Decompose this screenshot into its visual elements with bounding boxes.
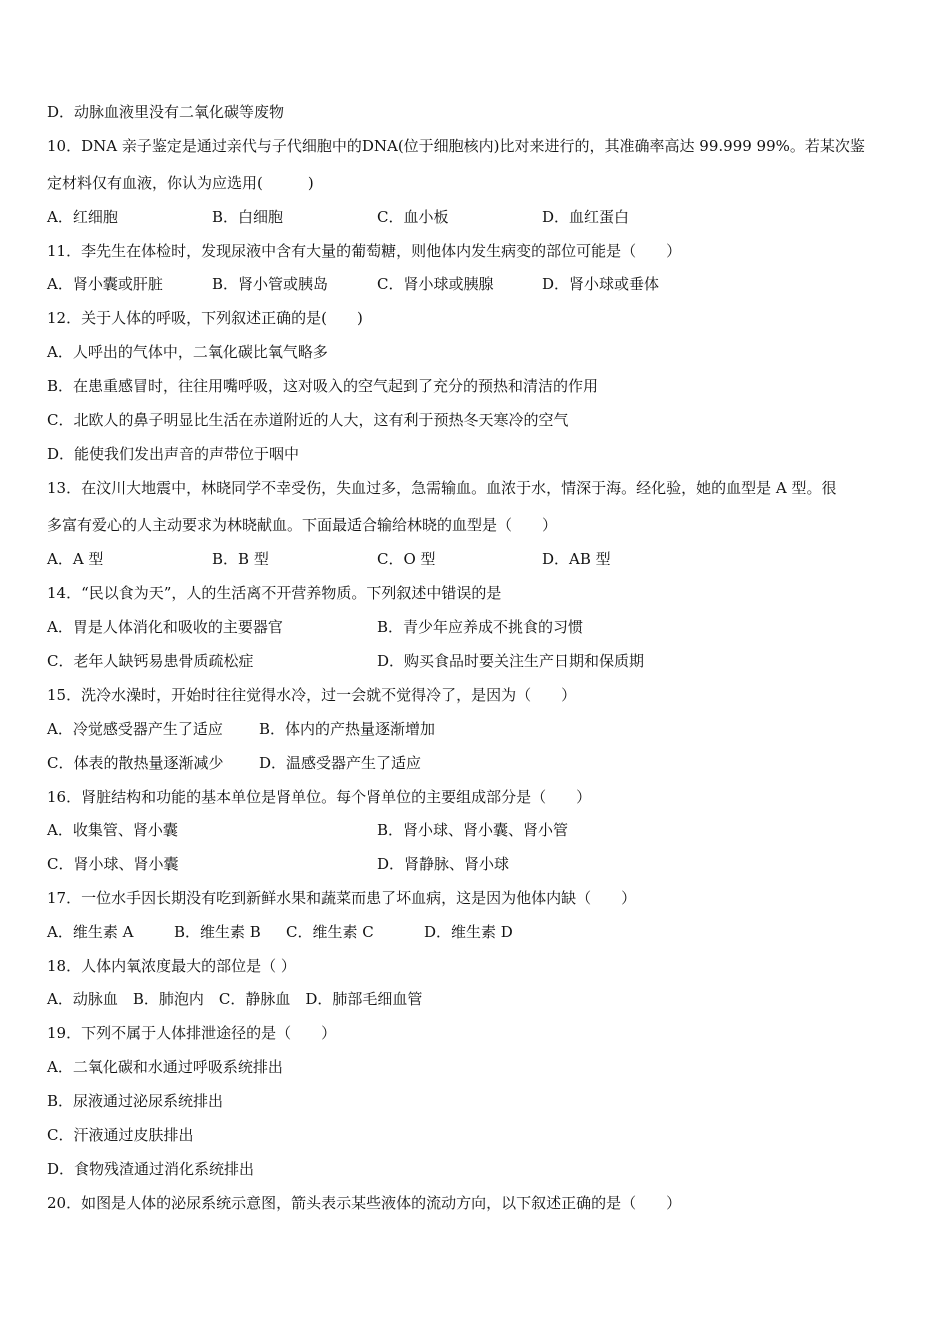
q11-option-c: C．肾小球或胰腺 [377, 275, 494, 293]
q10-stem-line1: 10．DNA 亲子鉴定是通过亲代与子代细胞中的DNA(位于细胞核内)比对来进行的，其准确率高达 99.999 99%。若某次鉴 [47, 137, 865, 155]
q17-stem: 17．一位水手因长期没有吃到新鲜水果和蔬菜而患了坏血病，这是因为他体内缺（ ） [47, 889, 637, 907]
q14-option-d: D．购买食品时要关注生产日期和保质期 [377, 652, 645, 670]
q16-option-b: B．肾小球、肾小囊、肾小管 [377, 821, 569, 839]
q15-option-d: D．温感受器产生了适应 [259, 754, 422, 772]
q12-option-d: D．能使我们发出声音的声带位于咽中 [47, 445, 300, 463]
q10-option-b: B．白细胞 [212, 208, 284, 226]
q17-option-d: D．维生素 D [424, 923, 513, 941]
q16-option-c: C．肾小球、肾小囊 [47, 855, 179, 873]
q11-stem: 11．李先生在体检时，发现尿液中含有大量的葡萄糖，则他体内发生病变的部位可能是（ ） [47, 242, 682, 260]
q15-option-c: C．体表的散热量逐渐减少 [47, 754, 224, 772]
q10-option-c: C．血小板 [377, 208, 449, 226]
q14-stem: 14．“民以食为天”，人的生活离不开营养物质。下列叙述中错误的是 [47, 584, 502, 602]
q16-option-a: A．收集管、肾小囊 [47, 821, 178, 839]
q9-option-d: D．动脉血液里没有二氧化碳等废物 [47, 103, 285, 121]
q15-stem: 15．洗冷水澡时，开始时往往觉得水冷，过一会就不觉得冷了，是因为（ ） [47, 686, 577, 704]
q13-option-c: C．O 型 [377, 550, 436, 568]
q13-stem-line1: 13．在汶川大地震中，林晓同学不幸受伤，失血过多，急需输血。血浓于水，情深于海。经化验，她的血型是 A 型。很 [47, 479, 837, 497]
q18-options: A．动脉血 B．肺泡内 C．静脉血 D．肺部毛细血管 [47, 990, 423, 1008]
q11-option-d: D．肾小球或垂体 [542, 275, 660, 293]
q19-option-d: D．食物残渣通过消化系统排出 [47, 1160, 255, 1178]
q12-option-b: B．在患重感冒时，往往用嘴呼吸，这对吸入的空气起到了充分的预热和清洁的作用 [47, 377, 599, 395]
q16-stem: 16．肾脏结构和功能的基本单位是肾单位。每个肾单位的主要组成部分是（ ） [47, 788, 592, 806]
q12-stem: 12．关于人体的呼吸，下列叙述正确的是( ) [47, 309, 363, 327]
q20-stem: 20．如图是人体的泌尿系统示意图，箭头表示某些液体的流动方向，以下叙述正确的是（ ） [47, 1194, 682, 1212]
q19-option-a: A．二氧化碳和水通过呼吸系统排出 [47, 1058, 283, 1076]
q14-option-a: A．胃是人体消化和吸收的主要器官 [47, 618, 283, 636]
q13-option-b: B．B 型 [212, 550, 269, 568]
q15-option-a: A．冷觉感受器产生了适应 [47, 720, 223, 738]
q18-stem: 18．人体内氧浓度最大的部位是（ ） [47, 957, 296, 975]
q14-option-c: C．老年人缺钙易患骨质疏松症 [47, 652, 254, 670]
q17-option-c: C．维生素 C [286, 923, 374, 941]
q11-option-b: B．肾小管或胰岛 [212, 275, 329, 293]
q12-option-c: C．北欧人的鼻子明显比生活在赤道附近的人大，这有利于预热冬天寒冷的空气 [47, 411, 569, 429]
q14-option-b: B．青少年应养成不挑食的习惯 [377, 618, 584, 636]
q13-stem-line2: 多富有爱心的人主动要求为林晓献血。下面最适合输给林晓的血型是（ ） [47, 516, 558, 534]
q13-option-d: D．AB 型 [542, 550, 611, 568]
q15-option-b: B．体内的产热量逐渐增加 [259, 720, 436, 738]
q19-option-c: C．汗液通过皮肤排出 [47, 1126, 194, 1144]
q16-option-d: D．肾静脉、肾小球 [377, 855, 510, 873]
q17-option-a: A．维生素 A [47, 923, 134, 941]
q13-option-a: A．A 型 [47, 550, 104, 568]
q10-option-a: A．红细胞 [47, 208, 118, 226]
q17-option-b: B．维生素 B [174, 923, 261, 941]
q11-option-a: A．肾小囊或肝脏 [47, 275, 163, 293]
q10-option-d: D．血红蛋白 [542, 208, 630, 226]
q10-stem-line2: 定材料仅有血液，你认为应选用( ) [47, 174, 314, 192]
q19-option-b: B．尿液通过泌尿系统排出 [47, 1092, 224, 1110]
q12-option-a: A．人呼出的气体中，二氧化碳比氧气略多 [47, 343, 328, 361]
q19-stem: 19．下列不属于人体排泄途径的是（ ） [47, 1024, 337, 1042]
